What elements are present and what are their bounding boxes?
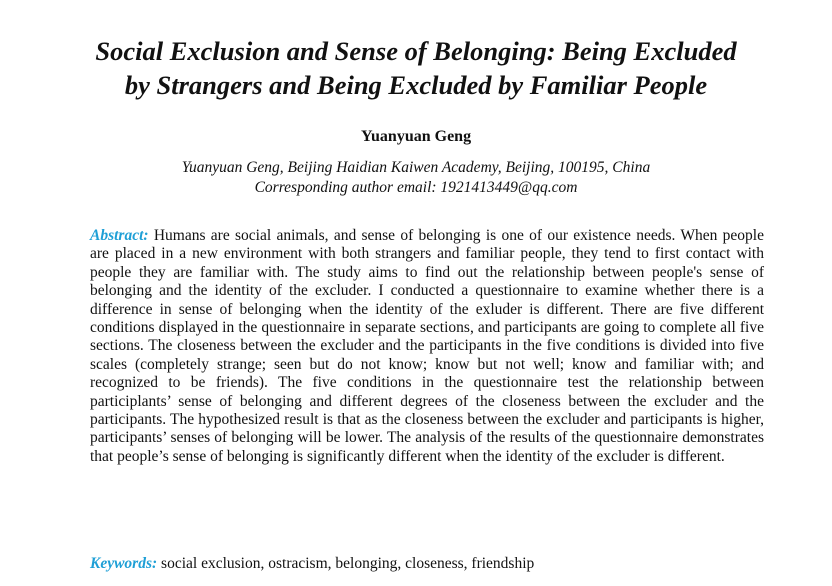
affiliation-line: Yuanyuan Geng, Beijing Haidian Kaiwen Academy, Beijing, 100195, China — [181, 159, 651, 176]
author-name: Yuanyuan Geng — [360, 128, 472, 145]
keywords-line — [90, 555, 764, 573]
paper-title-line-1: Social Exclusion and Sense of Belonging: Being Excluded — [95, 36, 737, 66]
keywords-label: Keywords: — [90, 555, 158, 572]
paper-title — [20, 34, 812, 102]
abstract-label: Abstract: — [90, 227, 149, 244]
paper-title-line-2: by Strangers and Being Excluded by Familiar People — [124, 70, 708, 100]
author-affiliation-block — [0, 158, 832, 198]
abstract-paragraph — [90, 227, 764, 466]
keywords-text: social exclusion, ostracism, belonging, closeness, friendship — [161, 555, 535, 572]
abstract-text: Humans are social animals, and sense of belonging is one of our existence needs. When people are placed in a new environment with both strangers and familiar people, they tend to first contact with people they are familiar with. The study aims to find out the relationship between people's sense of belonging and the identity of the excluder. I conducted a questionnaire to examine whether there is a difference in sense of belonging when the identity of the exluder is different. There are five different conditions displayed in the questionnaire in separate sections, and participants are going to complete all five sections. The closeness between the excluder and the participants in the five conditions is divided into five scales (completely strange; seen but do not know; know but not well; know and familiar with; and recognized to be friends). The five conditions in the questionnaire test the relationship between participlants’ sense of belonging and different degrees of the closeness between the excluder and the participants. The hypothesized result is that as the closeness between the excluder and participants is higher, participants’ senses of belonging will be lower. The analysis of the results of the questionnaire demonstrates that people’s sense of belonging is significantly different when the identity of the excluder is different. — [90, 227, 764, 465]
corresponding-email-line: Corresponding author email: 1921413449@qq.com — [254, 179, 578, 196]
